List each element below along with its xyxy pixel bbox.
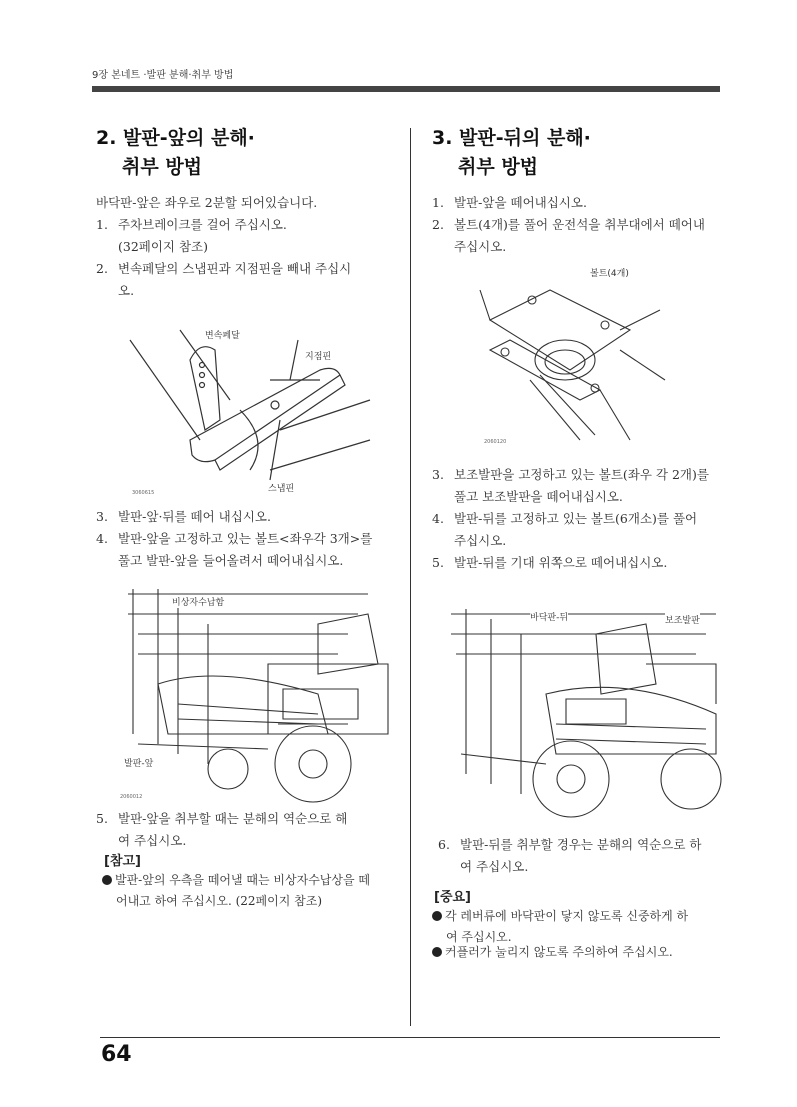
- note-title-important: [중요]: [434, 890, 471, 905]
- left-step-5: 5. 발판-앞을 취부할 때는 분해의 역순으로 해 여 주십시오.: [96, 811, 348, 848]
- page-number: 64: [101, 1042, 132, 1067]
- section-title-left-line2: 취부 방법: [122, 156, 203, 178]
- section-title-left-line1: 2. 발판-앞의 분해·: [96, 127, 255, 149]
- left-intro: 바닥판-앞은 좌우로 2분할 되어있습니다.: [96, 195, 318, 210]
- machine-front-figure: [118, 584, 390, 806]
- left-step-1: 1. 주차브레이크를 걸어 주십시오. (32페이지 참조): [96, 217, 287, 254]
- left-step-3: 3. 발판-앞·뒤를 떼어 내십시오.: [96, 509, 271, 524]
- figure-code: 3060615: [132, 490, 155, 496]
- bullet-icon: [432, 911, 442, 921]
- section-title-left: [96, 124, 255, 182]
- section-title-right-line2: 취부 방법: [458, 156, 539, 178]
- note-reference-item: 발판-앞의 우측을 떼어낼 때는 비상자수납상을 떼 어내고 하여 주십시오. (22페이지 참조): [102, 870, 392, 912]
- right-step-6: 6. 발판-뒤를 취부할 경우는 분해의 역순으로 하 여 주십시오.: [438, 837, 702, 874]
- left-step-4: 4. 발판-앞을 고정하고 있는 볼트<좌우각 3개>를 풀고 발판-앞을 들어올려서 떼어내십시오.: [96, 531, 373, 568]
- note-important-item-1: 각 레버류에 바닥판이 닿지 않도록 신중하게 하 여 주십시오.: [432, 906, 730, 948]
- seat-mount-figure: [470, 270, 670, 460]
- figure-code-3: 2060120: [484, 439, 507, 445]
- figure-code-2: 2060012: [120, 794, 143, 800]
- bullet-icon: [432, 947, 442, 957]
- bullet-icon: [102, 875, 112, 885]
- label-pivot-pin: 지점핀: [305, 349, 331, 362]
- running-header: 9장 본네트 ·발판 분해·취부 방법: [92, 70, 234, 81]
- label-aux-step: 보조발판: [665, 613, 700, 626]
- section-title-right: [432, 124, 591, 182]
- footer-rule: [100, 1037, 720, 1038]
- label-snap-pin: 스냅핀: [268, 481, 294, 494]
- right-steps-1-2: [432, 192, 722, 258]
- label-shift-pedal: 변속페달: [205, 328, 240, 341]
- label-bolts-4: 볼트(4개): [590, 266, 629, 279]
- right-step-3: 3. 보조발판을 고정하고 있는 볼트(좌우 각 2개)를 풀고 보조발판을 떼어내십시오.: [432, 467, 709, 504]
- left-intro-block: [96, 192, 396, 302]
- right-step-1: 1. 발판-앞을 떼어내십시오.: [432, 195, 587, 210]
- label-nursery-box: 비상자수납함: [172, 595, 224, 608]
- right-step-4: 4. 발판-뒤를 고정하고 있는 볼트(6개소)를 풀어 주십시오.: [432, 511, 698, 548]
- note-title-reference: [참고]: [104, 854, 141, 869]
- label-floor-front: 발판-앞: [124, 756, 153, 769]
- note-important-item-2: 커플러가 눌리지 않도록 주의하여 주십시오.: [432, 942, 730, 963]
- header-rule: [92, 86, 720, 92]
- right-steps-3-5: [432, 464, 722, 574]
- label-floor-rear: 바닥판-뒤: [530, 610, 568, 623]
- left-steps-3-4: [96, 506, 396, 572]
- right-step-2: 2. 볼트(4개)를 풀어 운전석을 취부대에서 떼어내 주십시오.: [432, 217, 705, 254]
- left-step-2: 2. 변속페달의 스냅핀과 지점핀을 빼내 주십시 오.: [96, 261, 352, 298]
- section-title-right-line1: 3. 발판-뒤의 분해·: [432, 127, 591, 149]
- right-step-5: 5. 발판-뒤를 기대 위쪽으로 떼어내십시오.: [432, 555, 668, 570]
- machine-rear-figure: [446, 604, 724, 826]
- pedal-figure: [120, 320, 390, 500]
- column-divider: [410, 128, 411, 1026]
